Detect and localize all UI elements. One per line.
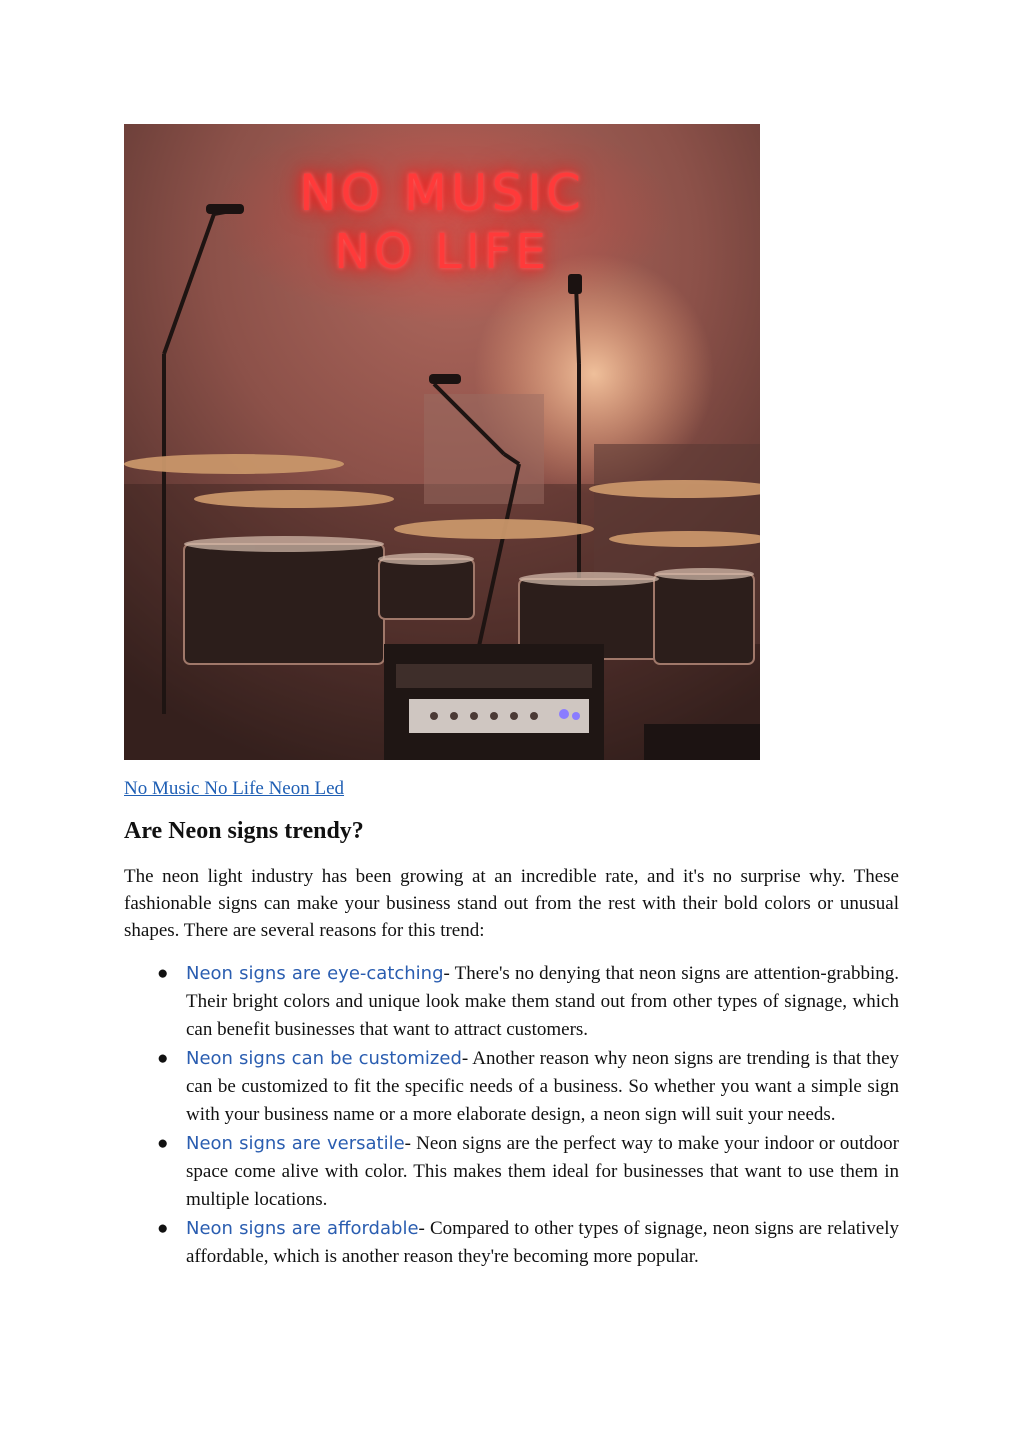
neon-sign-line-1: NO MUSIC [299, 164, 585, 222]
bullet-icon: ● [157, 963, 169, 984]
neon-sign-line-2: NO LIFE [334, 224, 550, 280]
image-caption-link[interactable]: No Music No Life Neon Led [124, 778, 345, 799]
bullet-lead: Neon signs are eye-catching [186, 963, 444, 984]
bullet-icon: ● [157, 1048, 169, 1069]
neon-sign-drum-kit-photo [124, 124, 760, 760]
reasons-list [124, 960, 899, 1272]
bullet-lead: Neon signs are versatile [186, 1133, 405, 1154]
bullet-text: - Neon signs are the perfect way to make your indoor or outdoor space come alive with color. This makes them ideal for businesses that want to use them in multiple locations. [186, 1133, 899, 1210]
bullet-text: - There's no denying that neon signs are attention-grabbing. Their bright colors and unique look make them stand out from other types of signage, which can benefit businesses that want to attract customers. [186, 963, 899, 1040]
bullet-icon: ● [157, 1133, 169, 1154]
list-item [124, 1045, 899, 1129]
section-heading: Are Neon signs trendy? [124, 818, 364, 844]
bullet-text: - Another reason why neon signs are trending is that they can be customized to fit the specific needs of a business. So whether you want a simple sign with your business name or a more elaborate design, a neon sign will suit your needs. [186, 1048, 900, 1125]
list-item [124, 1130, 899, 1214]
bullet-text: - Compared to other types of signage, neon signs are relatively affordable, which is another reason they're becoming more popular. [186, 1218, 900, 1267]
list-item [124, 1215, 899, 1271]
bullet-lead: Neon signs are affordable [186, 1218, 419, 1239]
list-item [124, 960, 899, 1044]
bullet-icon: ● [157, 1218, 169, 1239]
bullet-lead: Neon signs can be customized [186, 1048, 462, 1069]
intro-paragraph: The neon light industry has been growing at an incredible rate, and it's no surprise why. These fashionable signs can make your business stand out from the rest with their bold colors or unusual shapes. There are several reasons for this trend: [124, 866, 899, 941]
